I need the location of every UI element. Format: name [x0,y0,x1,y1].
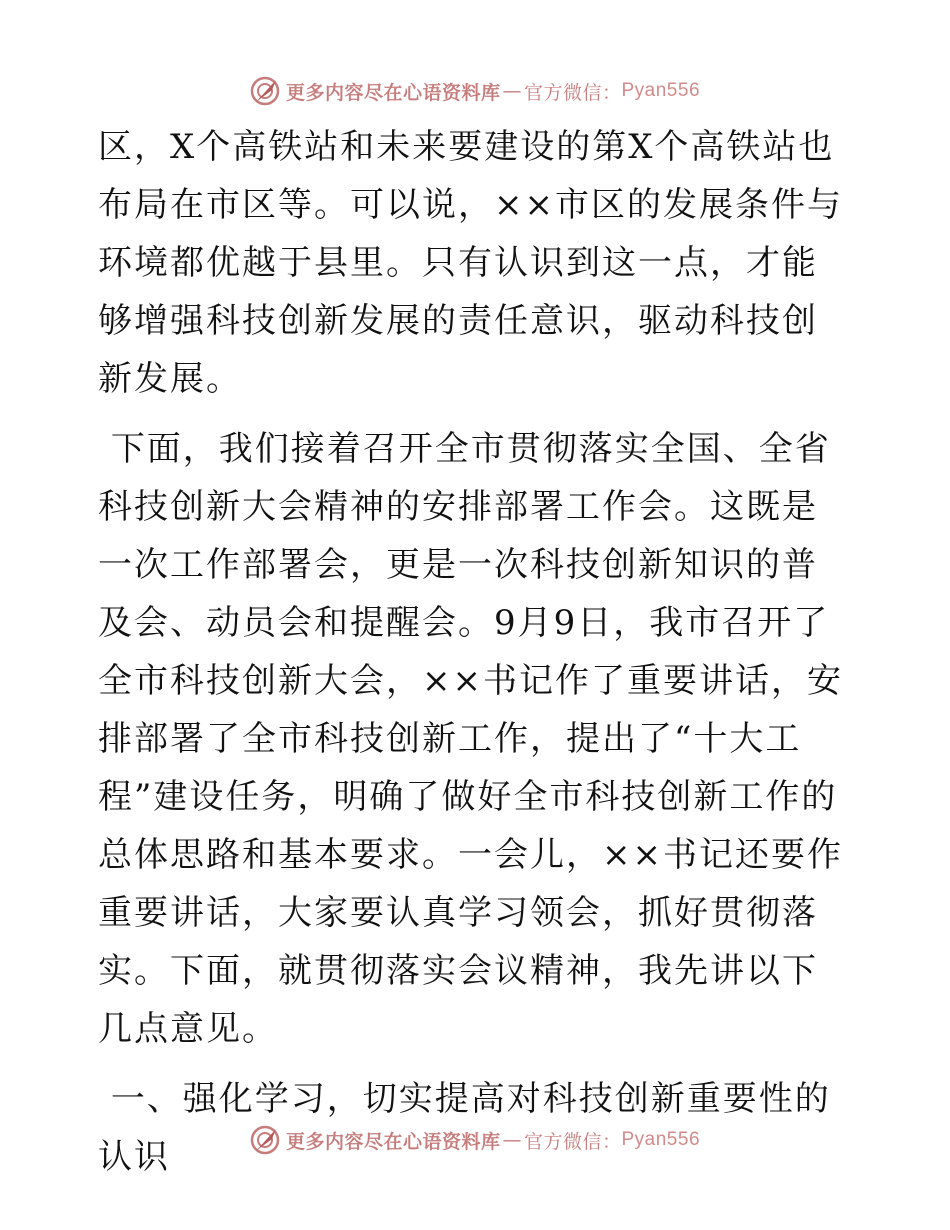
document-body [98,118,850,1186]
quill-logo-icon [250,76,280,106]
section-heading-1: 一、强化学习，切实提高对科技创新重要性的认识 [98,1079,831,1177]
header-watermark [0,71,950,111]
watermark-account: Pyan556 [621,80,701,101]
watermark-site: 更多内容尽在心语资料库 [285,81,501,104]
paragraph-1: 区，X个高铁站和未来要建设的第X个高铁站也布局在市区等。可以说，××市区的发展条件与环境都优越于县里。只有认识到这一点，才能够增强科技创新发展的责任意识，驱动科技创新发展。 [98,127,843,399]
watermark-separator: — [502,80,522,102]
footer-watermark [0,1120,950,1160]
quill-logo-icon [250,1125,280,1155]
paragraph-2: 下面，我们接着召开全市贯彻落实全国、全省科技创新大会精神的安排部署工作会。这既是一次工作部署会，更是一次科技创新知识的普及会、动员会和提醒会。9月9日，我市召开了全市科技创新大会，××书记作了重要讲话，安排部署了全市科技创新工作，提出了“十大工程”建设任务，明确了做好全市科技创新工作的总体思路和基本要求。一会儿，××书记还要作重要讲话，大家要认真学习领会，抓好贯彻落实。下面，就贯彻落实会议精神，我先讲以下几点意见。 [98,429,843,1049]
watermark-label: 官方微信： [523,81,622,104]
watermark-site: 更多内容尽在心语资料库 [285,1130,501,1153]
watermark-account: Pyan556 [621,1129,701,1150]
watermark-separator: — [502,1129,522,1151]
watermark-label: 官方微信： [523,1130,622,1153]
